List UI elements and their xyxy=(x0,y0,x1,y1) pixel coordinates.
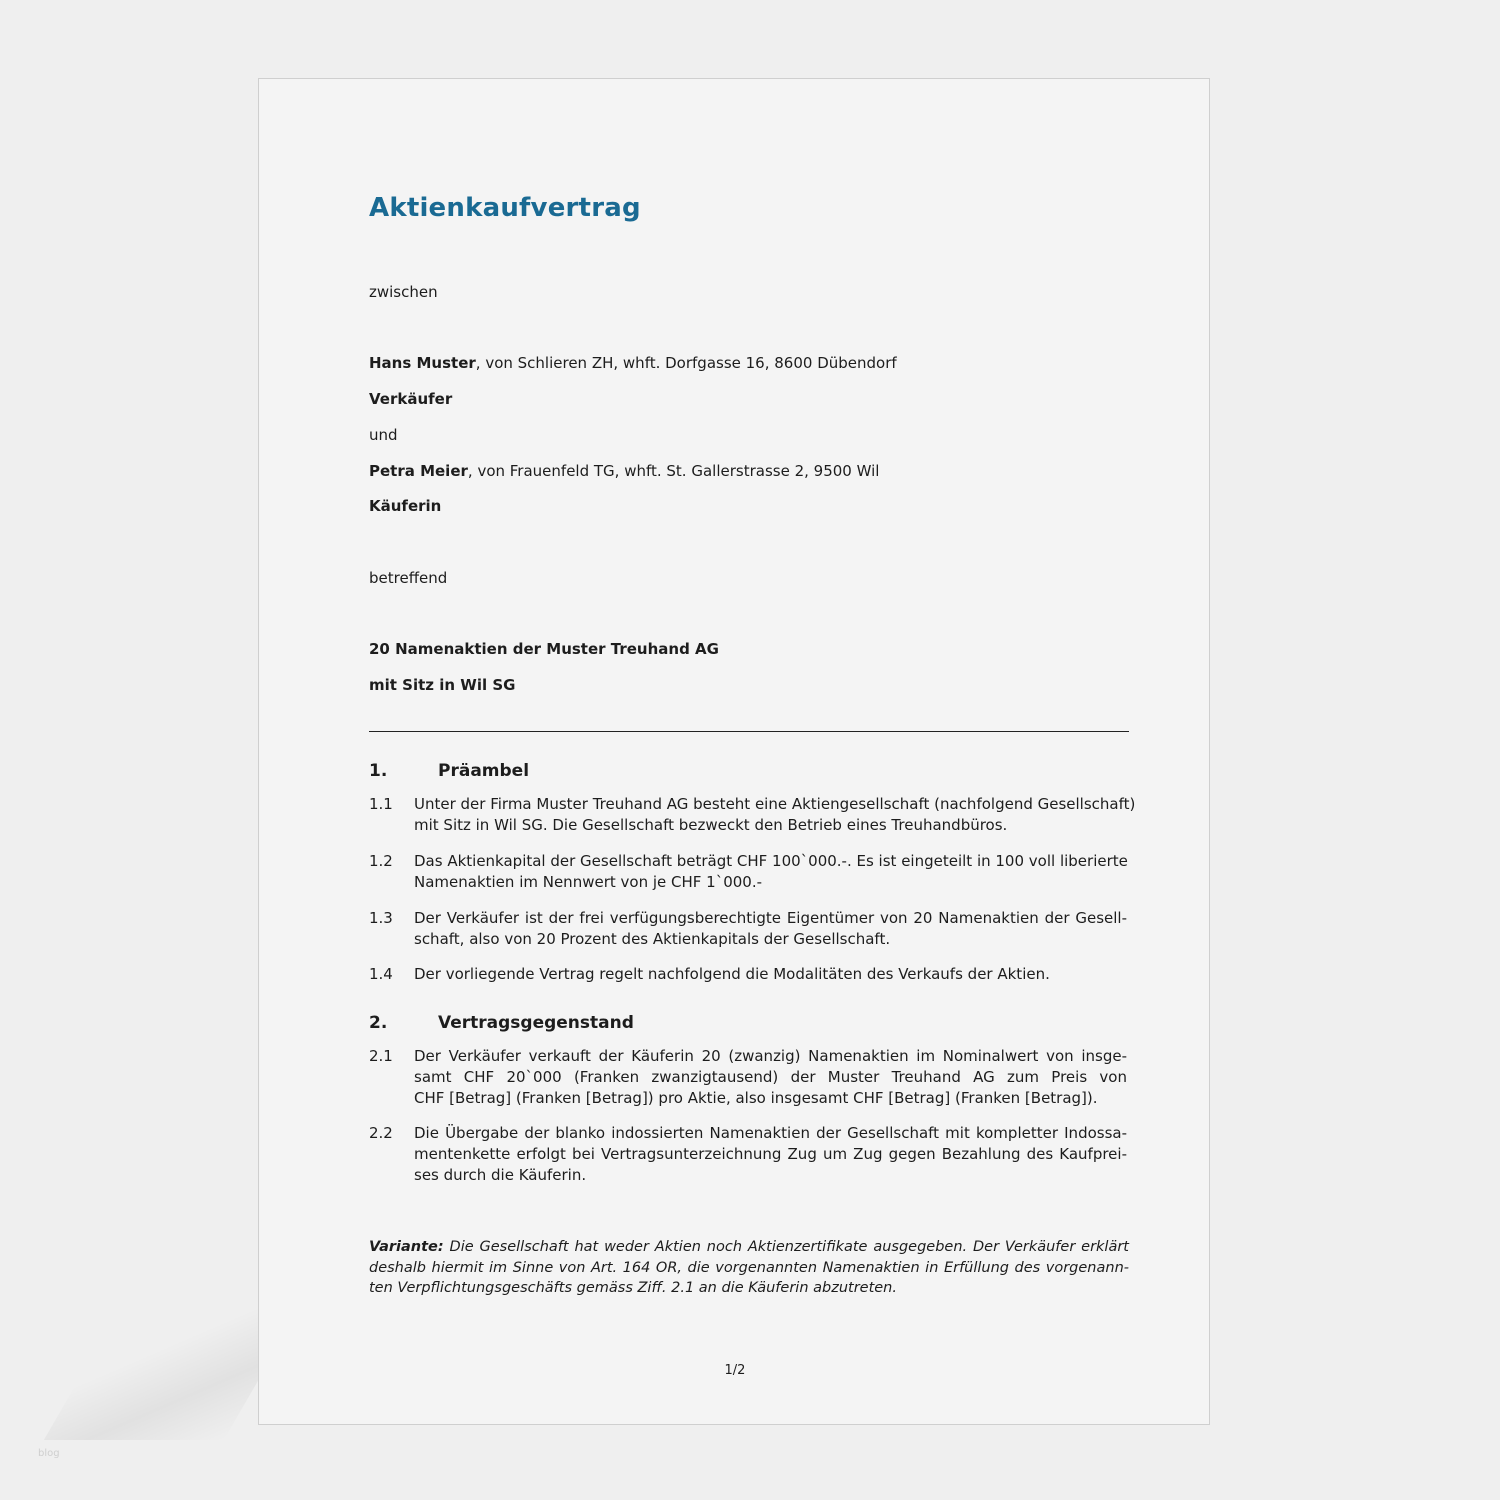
clause-number: 2.1 xyxy=(369,1047,393,1065)
subject-line-1: 20 Namenaktien der Muster Treuhand AG xyxy=(369,640,719,658)
section-title: Vertragsgegenstand xyxy=(438,1013,634,1033)
clause-line: Der Verkäufer verkauft der Käuferin 20 (zwanzig) Namenaktien im Nominalwert von insge- xyxy=(414,1047,1127,1065)
clause-line: Die Übergabe der blanko indossierten Namenaktien der Gesellschaft mit kompletter Indossa- xyxy=(414,1124,1127,1142)
clause-line: Das Aktienkapital der Gesellschaft beträgt CHF 100`000.-. Es ist eingeteilt in 100 voll liberierte xyxy=(414,852,1128,870)
section-heading xyxy=(369,761,1069,783)
clause-line: Unter der Firma Muster Treuhand AG besteht eine Aktiengesellschaft (nachfolgend Gesellschaft) xyxy=(414,795,1136,813)
clause-line: CHF [Betrag] (Franken [Betrag]) pro Aktie, also insgesamt CHF [Betrag] (Franken [Betrag]). xyxy=(414,1089,1098,1107)
seller-role: Verkäufer xyxy=(369,390,453,408)
document-page xyxy=(258,78,1210,1425)
clause-number: 2.2 xyxy=(369,1124,393,1142)
divider xyxy=(369,731,1129,732)
variant-label: Variante: xyxy=(369,1239,444,1255)
variant-text: Die Gesellschaft hat weder Aktien noch Aktienzertifikate ausgegeben. Der Verkäufer erklärt xyxy=(443,1239,1129,1255)
watermark: blog xyxy=(38,1448,60,1459)
section-heading xyxy=(369,1013,1069,1035)
and-text: und xyxy=(369,426,398,444)
buyer-role: Käuferin xyxy=(369,497,442,515)
section-title: Präambel xyxy=(438,761,530,781)
subject-line-2: mit Sitz in Wil SG xyxy=(369,676,516,694)
clause-line: ses durch die Käuferin. xyxy=(414,1166,587,1184)
clause-number: 1.1 xyxy=(369,795,393,813)
buyer-line xyxy=(369,461,879,481)
variant-paragraph xyxy=(369,1237,1129,1299)
variant-line xyxy=(369,1237,1129,1258)
section-number: 2. xyxy=(369,1013,388,1033)
page-number: 1/2 xyxy=(724,1363,746,1378)
between-text: zwischen xyxy=(369,283,438,301)
seller-details: , von Schlieren ZH, whft. Dorfgasse 16, 8600 Dübendorf xyxy=(475,354,897,372)
variant-line: ten Verpflichtungsgeschäfts gemäss Ziff. 2.1 an die Käuferin abzutreten. xyxy=(369,1280,897,1296)
clause-line: Namenaktien im Nennwert von je CHF 1`000.- xyxy=(414,873,763,891)
clause-number: 1.4 xyxy=(369,965,393,983)
clause-line: mentenkette erfolgt bei Vertragsunterzeichnung Zug um Zug gegen Bezahlung des Kaufprei- xyxy=(414,1145,1127,1163)
clause-line: schaft, also von 20 Prozent des Aktienkapitals der Gesellschaft. xyxy=(414,930,891,948)
clause-line: Der vorliegende Vertrag regelt nachfolgend die Modalitäten des Verkaufs der Aktien. xyxy=(414,965,1050,983)
buyer-details: , von Frauenfeld TG, whft. St. Gallerstrasse 2, 9500 Wil xyxy=(467,462,880,480)
section-number: 1. xyxy=(369,761,388,781)
buyer-name: Petra Meier xyxy=(369,462,468,480)
concerning-text: betreffend xyxy=(369,569,448,587)
clause-line: Der Verkäufer ist der frei verfügungsberechtigte Eigentümer von 20 Namenaktien der Gesell- xyxy=(414,909,1127,927)
seller-line xyxy=(369,353,897,373)
document-title: Aktienkaufvertrag xyxy=(369,193,641,223)
variant-line: deshalb hiermit im Sinne von Art. 164 OR, die vorgenannten Namenaktien in Erfüllung des vorgenann- xyxy=(369,1259,1129,1276)
clause-line: mit Sitz in Wil SG. Die Gesellschaft bezweckt den Betrieb eines Treuhandbüros. xyxy=(414,816,1008,834)
clause-line: samt CHF 20`000 (Franken zwanzigtausend) der Muster Treuhand AG zum Preis von xyxy=(414,1068,1127,1086)
clause-number: 1.3 xyxy=(369,909,393,927)
seller-name: Hans Muster xyxy=(369,354,476,372)
clause-number: 1.2 xyxy=(369,852,393,870)
